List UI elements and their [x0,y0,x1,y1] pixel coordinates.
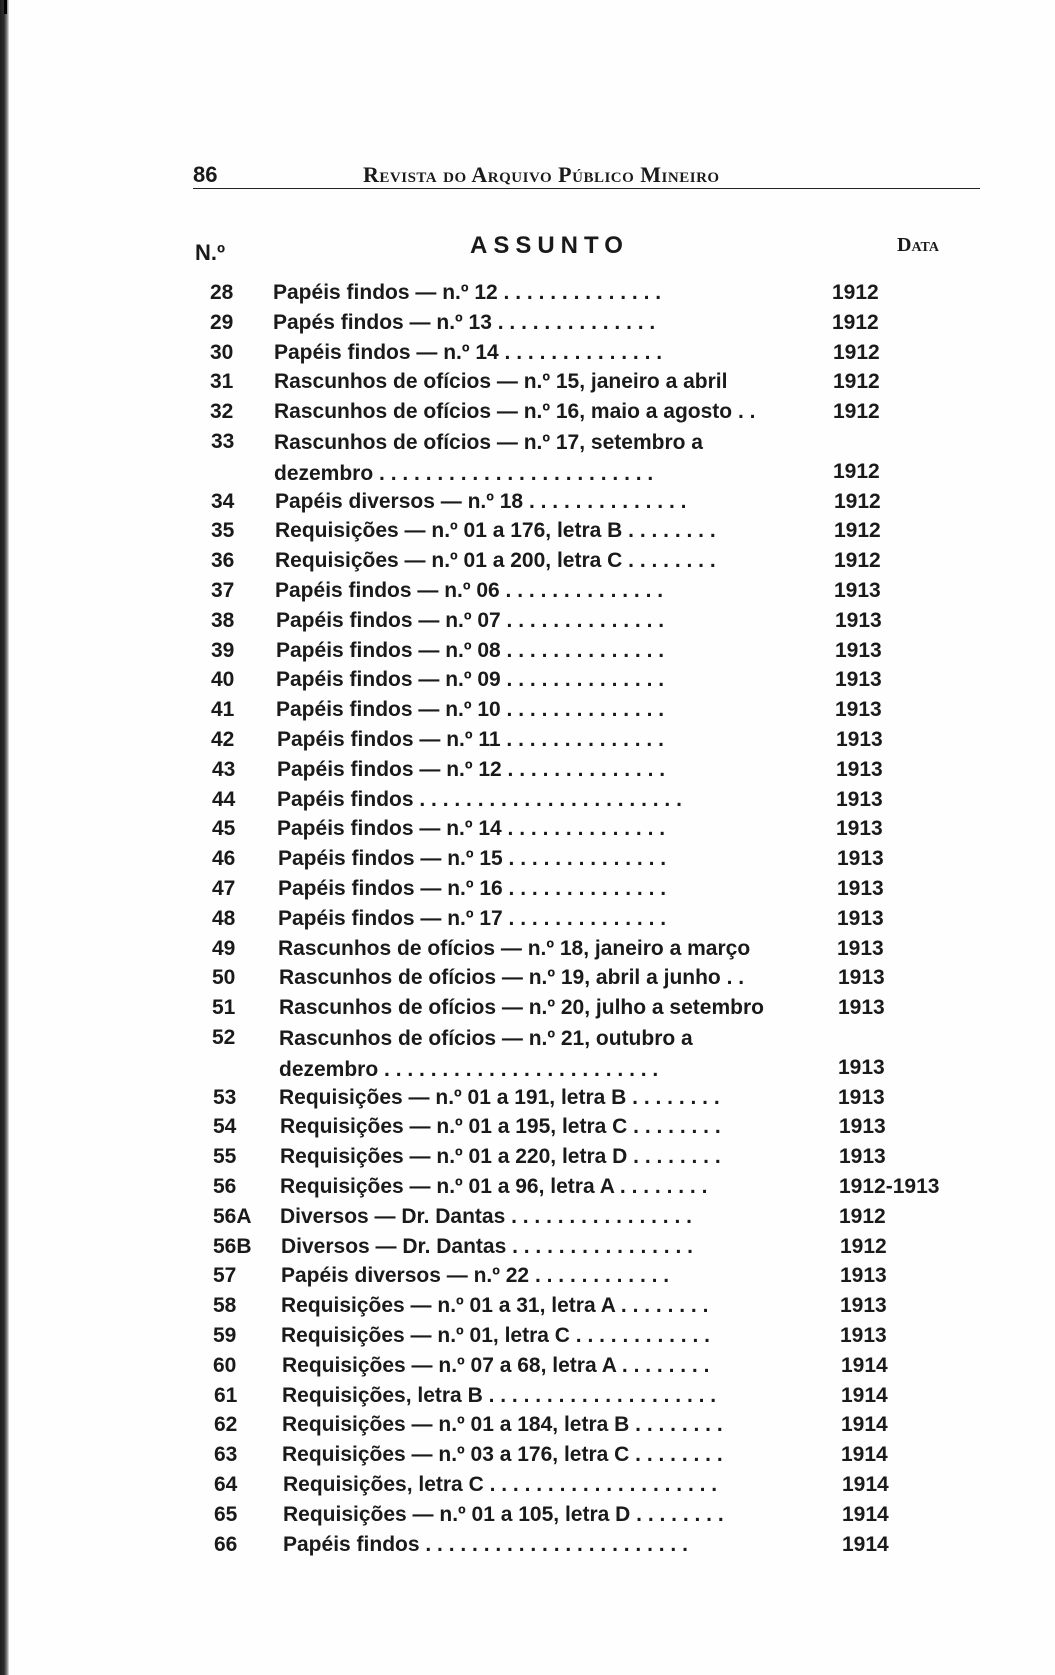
row-subject: Requisições — n.º 01 a 176, letra B . . . . . . . . [275,519,716,543]
table-row [0,725,1055,755]
page-number: 86 [193,162,218,187]
row-date: 1913 [837,877,884,900]
row-number: 37 [211,579,235,602]
row-subject: Requisições — n.º 01 a 200, letra C . . . . . . . . [275,549,716,573]
journal-title: Revista do Arquivo Público Mineiro [363,162,720,187]
table-row [0,1112,1055,1142]
row-subject: Papéis findos — n.º 16 . . . . . . . . . . . . . . [278,877,667,900]
table-row [0,546,1055,576]
row-number: 64 [214,1473,238,1496]
table-row [0,516,1055,546]
row-date: 1913 [838,1055,885,1079]
row-date: 1913 [835,668,882,692]
column-header-date: Data [897,234,939,256]
row-date: 1913 [840,1264,887,1288]
row-date: 1913 [838,996,885,1020]
table-row [0,397,1055,427]
row-number: 31 [210,370,234,394]
row-subject: Rascunhos de ofícios — n.º 17, setembro a dezembro . . . . . . . . . . . . . . . . . . . . . . . . [274,431,703,485]
table-row [0,904,1055,934]
table-row [0,934,1055,964]
row-number: 42 [211,728,235,751]
row-date: 1912 [834,519,881,543]
row-number: 41 [211,698,235,722]
row-date: 1912-1913 [839,1175,940,1198]
row-date: 1914 [841,1443,888,1467]
row-number: 47 [212,877,236,900]
table-row [0,636,1055,666]
row-subject: Rascunhos de ofícios — n.º 18, janeiro a março [278,936,751,960]
row-number: 63 [214,1443,238,1467]
row-number: 59 [213,1324,237,1347]
row-date: 1914 [842,1502,889,1526]
row-date: 1913 [836,728,883,751]
table-row [0,1083,1055,1113]
row-number: 30 [210,340,234,364]
table-row [0,695,1055,725]
row-date: 1913 [835,698,882,722]
row-number: 35 [211,519,235,543]
row-subject: Requisições — n.º 01 a 184, letra B . . . . . . . . [282,1413,723,1437]
row-subject: Papéis findos . . . . . . . . . . . . . . . . . . . . . . . [277,787,682,811]
table-row [0,993,1055,1023]
table-row [0,1142,1055,1172]
row-date: 1913 [837,906,884,930]
row-number: 34 [211,489,235,513]
row-date: 1913 [838,1085,885,1109]
row-number: 46 [212,847,236,871]
row-date: 1912 [840,1234,887,1258]
row-subject: Papéis findos . . . . . . . . . . . . . . . . . . . . . . . [283,1532,688,1556]
row-number: 52 [212,1026,236,1049]
row-number: 28 [210,281,234,304]
row-subject: Papéis findos — n.º 09 . . . . . . . . . . . . . . [276,668,665,692]
row-subject: Requisições, letra C . . . . . . . . . . . . . . . . . . . . [283,1473,718,1496]
row-number: 62 [214,1413,238,1437]
row-number: 33 [211,430,235,453]
column-header-subject: ASSUNTO [470,232,629,259]
row-subject: Papéis findos — n.º 08 . . . . . . . . . . . . . . [276,638,665,662]
row-subject: Papéis findos — n.º 12 . . . . . . . . . . . . . . [273,281,662,304]
table-row [0,844,1055,874]
row-number: 51 [212,996,236,1020]
row-subject: Papéis findos — n.º 12 . . . . . . . . . . . . . . [277,757,666,781]
table-row [0,1202,1055,1232]
row-date: 1912 [839,1204,886,1228]
table-row [0,1023,1055,1083]
row-date: 1913 [840,1324,887,1347]
row-date: 1912 [833,400,880,424]
row-date: 1913 [839,1145,886,1169]
row-date: 1913 [838,966,885,990]
row-number: 55 [213,1145,237,1169]
table-row [0,755,1055,785]
table-row [0,1500,1055,1530]
row-subject: Requisições — n.º 01 a 105, letra D . . . . . . . . [283,1502,724,1526]
table-row [0,1351,1055,1381]
row-date: 1914 [841,1383,888,1407]
table-row [0,487,1055,517]
table-row [0,1530,1055,1560]
row-subject: Rascunhos de ofícios — n.º 21, outubro a dezembro . . . . . . . . . . . . . . . . . . . . . . . . [279,1027,693,1081]
table-row [0,278,1055,308]
row-subject: Requisições, letra B . . . . . . . . . . . . . . . . . . . . [282,1383,717,1407]
row-date: 1914 [841,1413,888,1437]
row-date: 1914 [842,1473,889,1496]
row-subject: Papéis findos — n.º 11 . . . . . . . . . . . . . . [277,728,664,751]
row-subject: Papéis findos — n.º 07 . . . . . . . . . . . . . . [276,608,665,632]
row-subject: Papéis findos — n.º 10 . . . . . . . . . . . . . . [276,698,665,722]
row-number: 49 [212,936,236,960]
table-row [0,1232,1055,1262]
table-row [0,367,1055,397]
row-subject: Papés findos — n.º 13 . . . . . . . . . . . . . . [273,310,656,334]
column-header-number: N.º [195,240,226,265]
row-subject: Requisições — n.º 01 a 31, letra A . . . . . . . . [281,1294,709,1318]
row-number: 50 [212,966,236,990]
row-number: 60 [213,1353,237,1377]
row-subject: Requisições — n.º 01, letra C . . . . . . . . . . . . [281,1324,710,1347]
row-subject: Requisições — n.º 01 a 195, letra C . . . . . . . . [280,1115,721,1139]
row-subject: Papéis findos — n.º 14 . . . . . . . . . . . . . . [277,817,666,841]
table-row [0,874,1055,904]
running-header [193,158,980,189]
table-row [0,1470,1055,1500]
table-row [0,1381,1055,1411]
table-row [0,665,1055,695]
row-number: 56A [213,1204,252,1228]
row-subject: Papéis diversos — n.º 22 . . . . . . . . . . . . [281,1264,670,1288]
row-subject: Papéis findos — n.º 17 . . . . . . . . . . . . . . [278,906,667,930]
row-date: 1913 [837,847,884,871]
row-date: 1914 [842,1532,889,1556]
row-subject: Papéis findos — n.º 06 . . . . . . . . . . . . . . [275,579,664,602]
table-row [0,814,1055,844]
row-date: 1912 [833,340,880,364]
row-number: 44 [212,787,236,811]
row-subject: Requisições — n.º 07 a 68, letra A . . . . . . . . [282,1353,710,1377]
table-row [0,1172,1055,1202]
row-number: 58 [213,1294,237,1318]
row-subject: Diversos — Dr. Dantas . . . . . . . . . . . . . . . . [280,1204,692,1228]
row-number: 61 [214,1383,238,1407]
row-date: 1913 [840,1294,887,1318]
row-number: 56B [213,1234,252,1258]
row-subject: Papéis findos — n.º 15 . . . . . . . . . . . . . . [278,847,667,871]
row-subject: Papéis diversos — n.º 18 . . . . . . . . . . . . . . [275,489,687,513]
row-number: 36 [211,549,235,573]
row-subject: Requisições — n.º 03 a 176, letra C . . . . . . . . [282,1443,723,1467]
row-date: 1913 [835,608,882,632]
row-number: 56 [213,1175,237,1198]
row-number: 54 [213,1115,237,1139]
row-number: 32 [210,400,234,424]
row-subject: Requisições — n.º 01 a 220, letra D . . . . . . . . [280,1145,721,1169]
table-row [0,1291,1055,1321]
row-subject: Rascunhos de ofícios — n.º 20, julho a setembro [279,996,764,1020]
table-row [0,606,1055,636]
row-date: 1913 [836,757,883,781]
row-subject: Rascunhos de ofícios — n.º 16, maio a agosto . . [274,400,756,424]
binding-mark [4,0,7,14]
table-row [0,427,1055,487]
table-row [0,1261,1055,1291]
row-number: 38 [211,608,235,632]
table-row [0,576,1055,606]
row-number: 66 [214,1532,238,1556]
table-row [0,308,1055,338]
row-subject: Diversos — Dr. Dantas . . . . . . . . . . . . . . . . [281,1234,693,1258]
row-subject: Requisições — n.º 01 a 191, letra B . . . . . . . . [279,1085,720,1109]
row-date: 1913 [834,579,881,602]
row-date: 1912 [832,310,879,334]
row-number: 45 [212,817,236,841]
row-date: 1912 [833,459,880,483]
row-number: 53 [213,1085,237,1109]
table-row [0,1410,1055,1440]
row-number: 65 [214,1502,238,1526]
table-row [0,1440,1055,1470]
table-row [0,785,1055,815]
row-subject: Papéis findos — n.º 14 . . . . . . . . . . . . . . [274,340,663,364]
row-date: 1913 [837,936,884,960]
row-number: 29 [210,310,234,334]
table-row [0,963,1055,993]
row-subject: Rascunhos de ofícios — n.º 19, abril a junho . . [279,966,745,990]
row-date: 1912 [834,489,881,513]
row-date: 1912 [834,549,881,573]
row-number: 57 [213,1264,237,1288]
row-number: 40 [211,668,235,692]
row-number: 39 [211,638,235,662]
table-row [0,1321,1055,1351]
row-date: 1912 [833,370,880,394]
row-subject: Requisições — n.º 01 a 96, letra A . . . . . . . . [280,1175,708,1198]
row-date: 1913 [836,817,883,841]
row-subject: Rascunhos de ofícios — n.º 15, janeiro a abril [274,370,728,394]
row-date: 1913 [839,1115,886,1139]
row-date: 1914 [841,1353,888,1377]
row-date: 1913 [836,787,883,811]
row-date: 1912 [832,281,879,304]
row-number: 43 [212,757,236,781]
table-row [0,338,1055,368]
row-number: 48 [212,906,236,930]
row-date: 1913 [835,638,882,662]
